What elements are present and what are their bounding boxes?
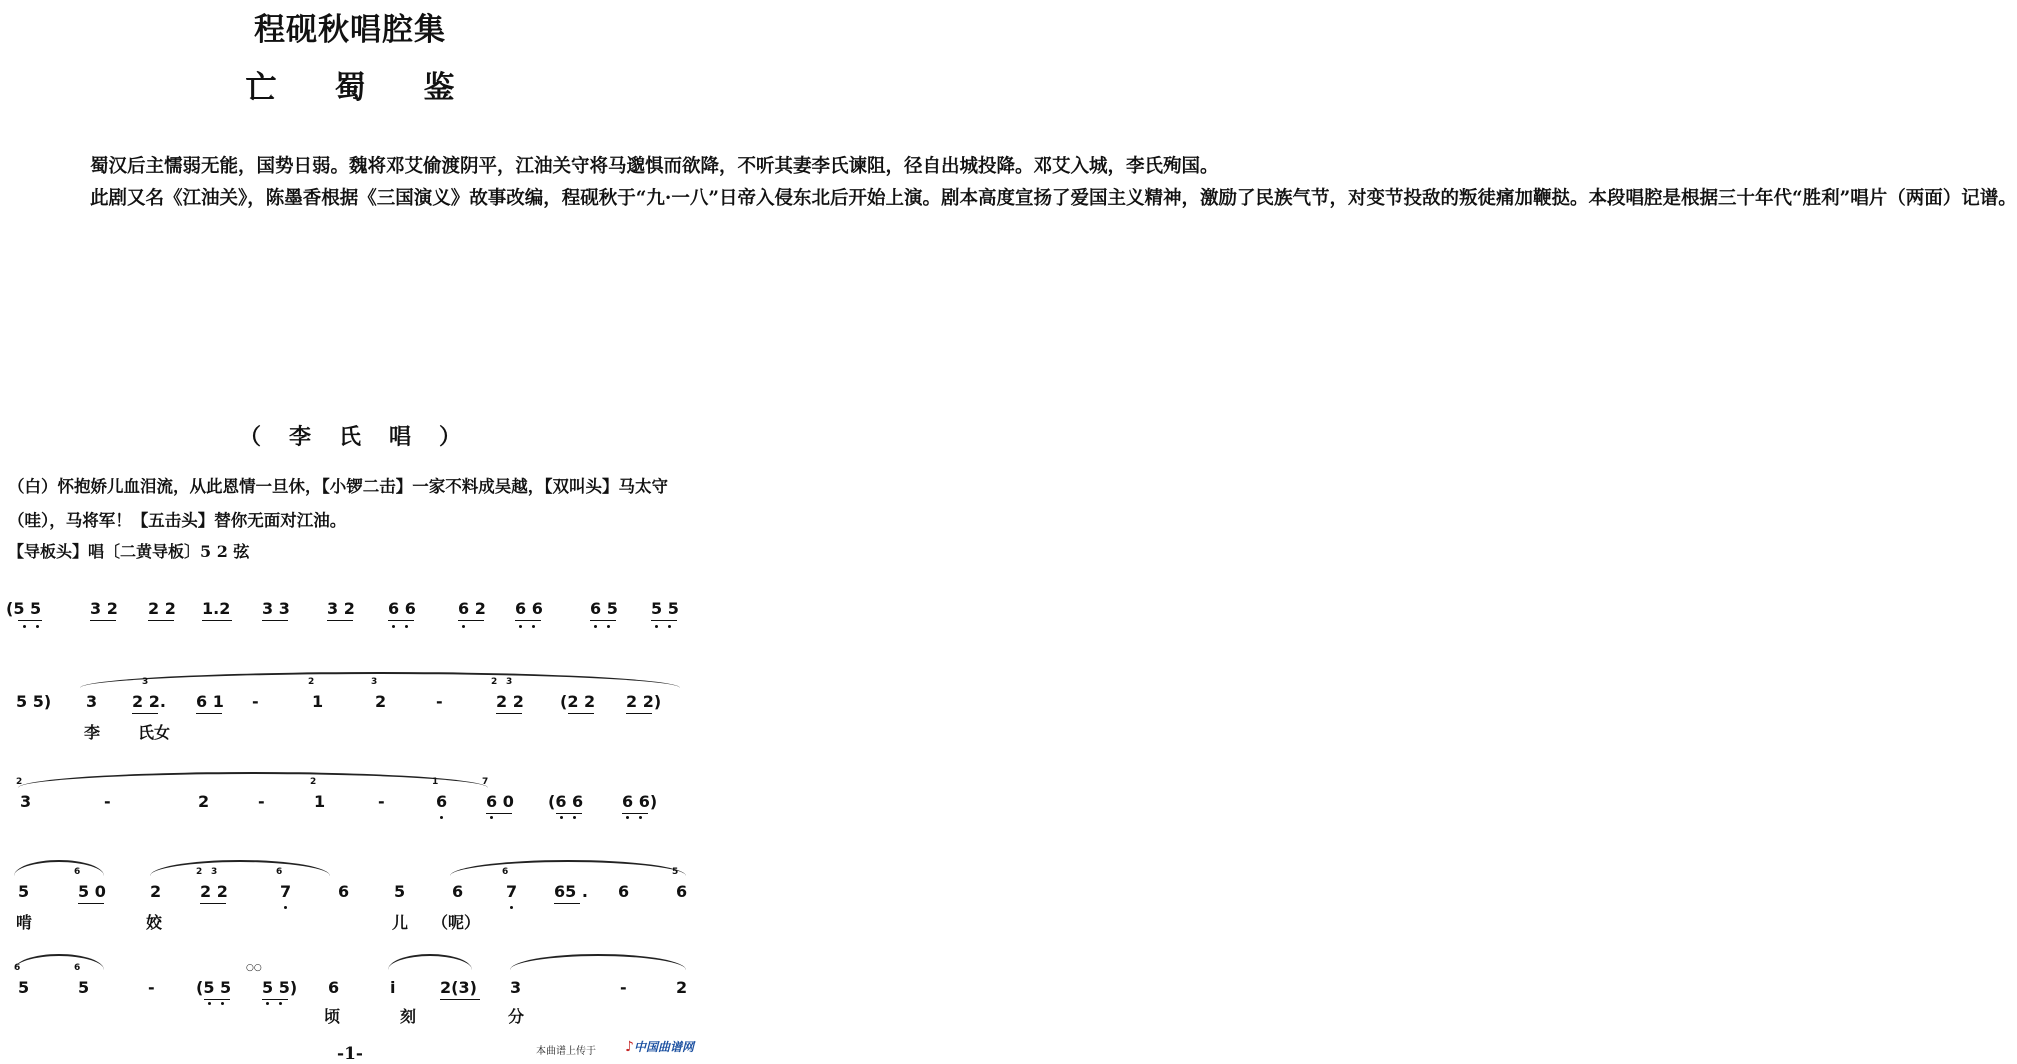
- underline: [202, 620, 232, 621]
- note: 6 2: [458, 599, 486, 618]
- note: 7: [506, 882, 518, 901]
- lower-octave-dot: [639, 816, 642, 819]
- underline: [568, 713, 594, 714]
- lower-octave-dot: [284, 906, 287, 909]
- slur: [14, 954, 104, 973]
- note: i: [390, 978, 396, 997]
- lyric: 姣: [146, 913, 163, 932]
- note: 2 2: [148, 599, 176, 618]
- note: 6: [436, 792, 448, 811]
- grace-note: 6: [14, 963, 21, 973]
- book-title: 程砚秋唱腔集: [254, 12, 446, 48]
- underline: [622, 813, 648, 814]
- lower-octave-dot: [490, 816, 493, 819]
- grace-note: 3: [506, 677, 513, 687]
- underline: [196, 713, 222, 714]
- underline: [148, 620, 174, 621]
- lower-octave-dot: [266, 1002, 269, 1005]
- underline: [458, 620, 484, 621]
- note: 5 5): [16, 692, 52, 711]
- watermark-logo: ♪中国曲谱网: [625, 1039, 694, 1055]
- underline: [440, 999, 480, 1000]
- lower-octave-dot: [519, 625, 522, 628]
- score-line-2: [0, 670, 700, 780]
- intro-paragraph-2: 此剧又名《江油关》，陈墨香根据《三国演义》故事改编，程砚秋于“九·一八”日帝入侵东北后开始上演。剧本高度宣扬了爱国主义精神，激励了民族气节，对变节投敌的叛徒痛加鞭挞。本段唱腔是根据三十年代“胜利”唱片（两面）记谱。: [90, 188, 2017, 209]
- note: 3 2: [327, 599, 355, 618]
- note: 5: [394, 882, 406, 901]
- slur: [510, 954, 686, 970]
- note: 5: [18, 882, 30, 901]
- watermark-site: 中国曲谱网: [633, 1040, 694, 1054]
- note: 6 0: [486, 792, 514, 811]
- note: 6: [338, 882, 350, 901]
- note: 3: [20, 792, 32, 811]
- underline: [626, 713, 652, 714]
- intro-paragraph-1: 蜀汉后主懦弱无能，国势日弱。魏将邓艾偷渡阴平，江油关守将马邈惧而欲降，不听其妻李氏谏阻，径自出城投降。邓艾入城，李氏殉国。: [90, 156, 1219, 177]
- note: 2: [676, 978, 688, 997]
- lower-octave-dot: [23, 625, 26, 628]
- note: 6 6: [515, 599, 543, 618]
- grace-note: 2: [491, 677, 498, 687]
- note: 5 5): [262, 978, 298, 997]
- note: (2 2: [560, 692, 596, 711]
- lyric: （呢）: [432, 913, 481, 932]
- note: 1: [312, 692, 324, 711]
- lower-octave-dot: [208, 1002, 211, 1005]
- note: 2: [150, 882, 162, 901]
- underline: [262, 620, 288, 621]
- underline: [78, 903, 104, 904]
- lower-octave-dot: [560, 816, 563, 819]
- grace-note: 6: [74, 867, 81, 877]
- note: 6: [618, 882, 630, 901]
- lower-octave-dot: [573, 816, 576, 819]
- underline: [486, 813, 512, 814]
- lyric: 儿: [392, 913, 409, 932]
- lower-octave-dot: [36, 625, 39, 628]
- lower-octave-dot: [221, 1002, 224, 1005]
- grace-note: 6: [74, 963, 81, 973]
- note: 3: [86, 692, 98, 711]
- lyric: 刻: [400, 1007, 417, 1026]
- slur: [80, 672, 680, 688]
- note: 5: [78, 978, 90, 997]
- grace-note: 3: [142, 677, 149, 687]
- grace-note: 6: [502, 867, 509, 877]
- note: 2: [198, 792, 210, 811]
- note: 2: [375, 692, 387, 711]
- lyric: 顷: [324, 1007, 341, 1026]
- lower-octave-dot: [607, 625, 610, 628]
- slur: [14, 860, 104, 876]
- note: 6 6: [388, 599, 416, 618]
- slur: [388, 954, 472, 970]
- note: 6 6): [622, 792, 658, 811]
- note: 5 0: [78, 882, 106, 901]
- note: 5 5: [651, 599, 679, 618]
- lower-octave-dot: [668, 625, 671, 628]
- lower-octave-dot: [392, 625, 395, 628]
- grace-note: ○○: [246, 963, 262, 973]
- lower-octave-dot: [405, 625, 408, 628]
- grace-note: 2: [196, 867, 203, 877]
- lyric: 氏女: [138, 723, 171, 742]
- underline: [388, 620, 414, 621]
- note: 6: [676, 882, 688, 901]
- watermark-text: 本曲谱上传于: [536, 1046, 596, 1057]
- underline: [204, 999, 230, 1000]
- lyric: 分: [508, 1007, 525, 1026]
- underline: [496, 713, 522, 714]
- note: 3 2: [90, 599, 118, 618]
- grace-note: 6: [276, 867, 283, 877]
- note: 65 .: [554, 882, 588, 901]
- note: 2 2): [626, 692, 662, 711]
- note: 6 1: [196, 692, 224, 711]
- note: -: [258, 792, 265, 811]
- grace-note: 5: [672, 867, 679, 877]
- note: 2 2: [200, 882, 228, 901]
- intro-section: [52, 151, 2017, 215]
- grace-note: 2: [308, 677, 315, 687]
- role-header: （李氏唱）: [238, 424, 489, 450]
- note: 7: [280, 882, 292, 901]
- slur: [150, 860, 330, 876]
- note: -: [148, 978, 155, 997]
- note: 1: [314, 792, 326, 811]
- lyric: 啃: [16, 913, 33, 932]
- lower-octave-dot: [440, 816, 443, 819]
- note: -: [436, 692, 443, 711]
- lower-octave-dot: [532, 625, 535, 628]
- lower-octave-dot: [626, 816, 629, 819]
- banqiang-instruction: 【导板头】唱〔二黄导板〕5 2 弦: [8, 542, 250, 561]
- note: 6: [452, 882, 464, 901]
- note: (5 5: [6, 599, 42, 618]
- underline: [327, 620, 353, 621]
- note: 2 2: [496, 692, 524, 711]
- underline: [90, 620, 116, 621]
- note: 3: [510, 978, 522, 997]
- note: 6: [328, 978, 340, 997]
- underline: [590, 620, 616, 621]
- underline: [132, 713, 158, 714]
- underline: [554, 903, 580, 904]
- note: -: [104, 792, 111, 811]
- grace-note: 7: [482, 777, 489, 787]
- note: (5 5: [196, 978, 232, 997]
- spoken-dialogue: （白）怀抱娇儿血泪流，从此恩情一旦休，【小锣二击】一家不料成吴越，【双叫头】马太守（哇），马将军！【五击头】替你无面对江油。: [8, 477, 668, 530]
- grace-note: 2: [310, 777, 317, 787]
- note: 2 2.: [132, 692, 166, 711]
- underline: [200, 903, 226, 904]
- note: 2(3): [440, 978, 477, 997]
- lower-octave-dot: [462, 625, 465, 628]
- underline: [262, 999, 288, 1000]
- grace-note: 1: [432, 777, 439, 787]
- opera-title: 亡蜀鉴: [245, 70, 513, 106]
- note: 1.2: [202, 599, 231, 618]
- note: -: [620, 978, 627, 997]
- lower-octave-dot: [279, 1002, 282, 1005]
- underline: [651, 620, 677, 621]
- lower-octave-dot: [510, 906, 513, 909]
- grace-note: 2: [16, 777, 23, 787]
- note: -: [378, 792, 385, 811]
- underline: [556, 813, 582, 814]
- underline: [18, 620, 42, 621]
- note: 5: [18, 978, 30, 997]
- underline: [515, 620, 541, 621]
- slur: [18, 772, 488, 788]
- grace-note: 3: [371, 677, 378, 687]
- note: 3 3: [262, 599, 290, 618]
- grace-note: 3: [211, 867, 218, 877]
- lower-octave-dot: [655, 625, 658, 628]
- note: -: [252, 692, 259, 711]
- lyric: 李: [84, 723, 101, 742]
- lower-octave-dot: [594, 625, 597, 628]
- slur: [450, 860, 686, 876]
- note: (6 6: [548, 792, 584, 811]
- note: 6 5: [590, 599, 618, 618]
- page-number: -1-: [337, 1044, 363, 1064]
